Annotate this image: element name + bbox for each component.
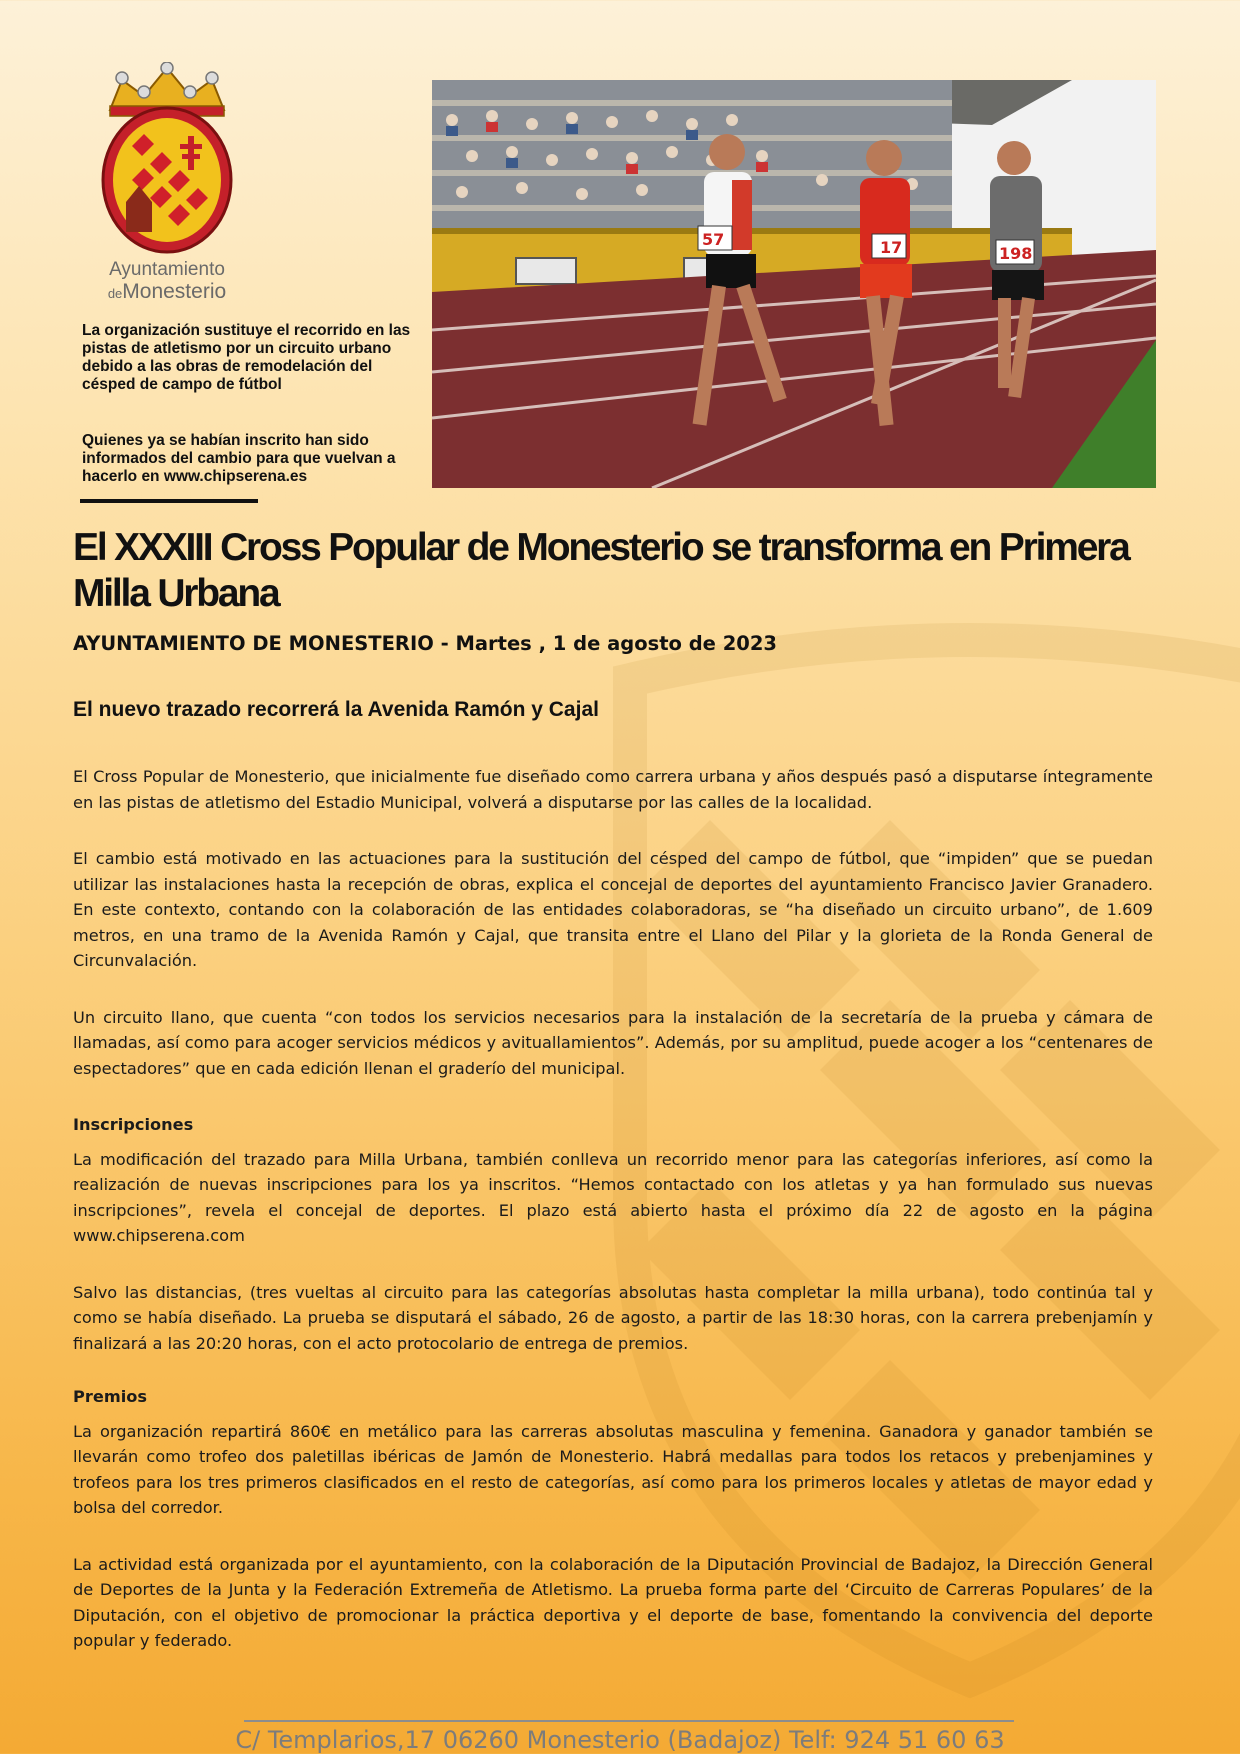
section-heading-inscripciones: Inscripciones [73, 1115, 194, 1134]
logo-text-monesterio: deMonesterio [107, 280, 227, 303]
article-paragraph: El Cross Popular de Monesterio, que inicialmente fue diseñado como carrera urbana y años después pasó a disputarse íntegramente en las pistas de atletismo del Estadio Municipal, volverá a disputarse por las calles de la localidad. [73, 767, 1153, 812]
section-heading-premios: Premios [73, 1387, 147, 1406]
sidebar-divider [80, 499, 258, 503]
article-body [73, 764, 1153, 1654]
article-subtitle: El nuevo trazado recorrerá la Avenida Ramón y Cajal [73, 698, 599, 721]
article-paragraph: El cambio está motivado en las actuaciones para la sustitución del césped del campo de fútbol, que “impiden” que se puedan utilizar las instalaciones hasta la recepción de obras, explica el concejal de deportes del ayuntamiento Francisco Javier Granadero. En este contexto, contando con la colaboración de las entidades colaboradoras, se “ha diseñado un circuito urbano”, de 1.609 metros, en una tramo de la Avenida Ramón y Cajal, que transita entre el Llano del Pilar y la glorieta de la Ronda General de Circunvalación. [73, 849, 1153, 970]
article-paragraph: La modificación del trazado para Milla Urbana, también conlleva un recorrido menor para las categorías inferiores, así como la realización de nuevas inscripciones para los ya inscritos. “Hemos contactado con los atletas y ya han formulado sus nuevas inscripciones”, revela el concejal de deportes. El plazo está abierto hasta el próximo día 22 de agosto en la página www.chipserena.com [73, 1149, 1153, 1245]
article-paragraph: La actividad está organizada por el ayuntamiento, con la colaboración de la Diputación Provincial de Badajoz, la Dirección General de Deportes de la Junta y la Federación Extremeña de Atletismo. La prueba forma parte del ‘Circuito de Carreras Populares’ de la Diputación, con el objetivo de promocionar la práctica deportiva y el deporte de base, fomentando la convivencia del deporte popular y federado. [73, 1554, 1153, 1650]
footer-divider [244, 1720, 1014, 1722]
coat-of-arms-icon [92, 62, 242, 257]
footer-address: C/ Templarios,17 06260 Monesterio (Badajoz) Telf: 924 51 60 63 [235, 1726, 1005, 1754]
runners-photo [432, 80, 1156, 488]
article-paragraph: La organización repartirá 860€ en metálico para las carreras absolutas masculina y femenina. Ganadora y ganador también se llevarán como trofeo dos paletillas ibéricas de Jamón de Monesterio. Habrá medallas para todos los retacos y prebenjamines y trofeos para los tres primeros clasificados en el resto de categorías, así como para los primeros locales y atletas de mayor edad y bolsa del corredor. [73, 1421, 1153, 1517]
sidebar-note-recorrido: La organización sustituye el recorrido en las pistas de atletismo por un circuito urbano debido a las obras de remodelación del césped de campo de fútbol [82, 322, 411, 393]
bib-number: 57 [702, 230, 725, 249]
ayuntamiento-logo [92, 62, 242, 307]
article-headline: El XXXIII Cross Popular de Monesterio se transforma en Primera Milla Urbana [73, 526, 1129, 615]
bib-number: 198 [999, 244, 1033, 263]
logo-text-ayuntamiento: Ayuntamiento [109, 259, 225, 280]
article-paragraph: Salvo las distancias, (tres vueltas al circuito para las categorías absolutas hasta completar la milla urbana), todo continúa tal y como se había diseñado. La prueba se disputará el sábado, 26 de agosto, a partir de las 18:30 horas, con la carrera prebenjamín y finalizará a las 20:20 horas, con el acto protocolario de entrega de premios. [73, 1282, 1153, 1353]
article-paragraph: Un circuito llano, que cuenta “con todos los servicios necesarios para la instalación de la secretaría de la prueba y cámara de llamadas, así como para acoger servicios médicos y avituallamientos”. Además, por su amplitud, puede acoger a los “centenares de espectadores” que en cada edición llenan el graderío del municipal. [73, 1007, 1153, 1078]
article-byline: AYUNTAMIENTO DE MONESTERIO - Martes , 1 de agosto de 2023 [73, 632, 777, 655]
bib-number: 17 [880, 238, 903, 257]
sidebar-note-inscritos: Quienes ya se habían inscrito han sido informados del cambio para que vuelvan a hacerlo en www.chipserena.es [82, 432, 396, 485]
